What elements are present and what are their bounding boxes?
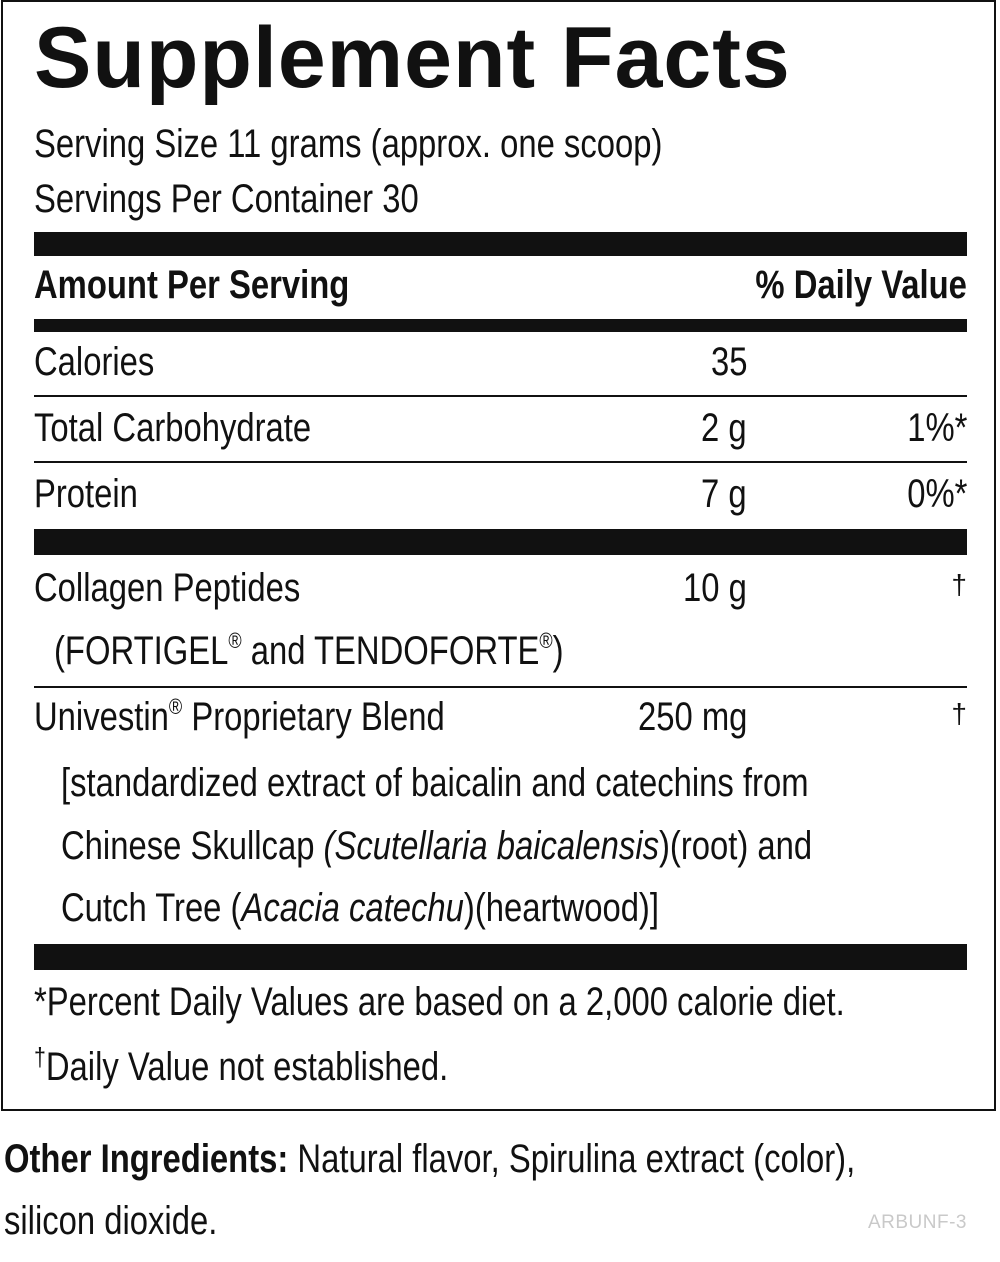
ingredient-dv-univestin: †	[951, 698, 967, 729]
other-ingredients-label: Other Ingredients:	[4, 1137, 289, 1181]
univestin-description-line2: Chinese Skullcap (Scutellaria baicalensis)(root) and	[61, 824, 813, 868]
nutrient-name-protein: Protein	[34, 472, 138, 516]
nutrient-name-calories: Calories	[34, 340, 155, 384]
thick-divider	[34, 232, 967, 256]
nutrient-amount-protein: 7 g	[701, 472, 747, 516]
nutrient-amount-carbohydrate: 2 g	[701, 406, 747, 450]
nutrient-amount-calories: 35	[710, 340, 747, 384]
footnote-percent-daily-value: *Percent Daily Values are based on a 2,000 calorie diet.	[34, 980, 845, 1024]
servings-per-container: Servings Per Container 30	[34, 177, 419, 221]
daily-value-label: % Daily Value	[755, 263, 967, 307]
univestin-description-line1: [standardized extract of baicalin and catechins from	[61, 761, 809, 805]
thick-divider	[34, 529, 967, 555]
medium-divider	[34, 319, 967, 332]
ingredient-name-collagen: Collagen Peptides	[34, 566, 301, 610]
thick-divider	[34, 944, 967, 970]
nutrient-dv-protein: 0%*	[906, 472, 967, 516]
nutrient-name-carbohydrate: Total Carbohydrate	[34, 406, 312, 450]
other-ingredients-line1: Other Ingredients: Natural flavor, Spirulina extract (color),	[4, 1137, 856, 1181]
serving-size: Serving Size 11 grams (approx. one scoop)	[34, 122, 663, 166]
footnote-daily-value-not-established: †Daily Value not established.	[34, 1042, 449, 1089]
ingredient-subtext-collagen: (FORTIGEL® and TENDOFORTE®)	[54, 628, 564, 673]
ingredient-amount-collagen: 10 g	[683, 566, 747, 610]
amount-per-serving-label: Amount Per Serving	[34, 263, 350, 307]
ingredient-dv-collagen: †	[951, 569, 967, 600]
panel-title: Supplement Facts	[34, 10, 791, 106]
other-ingredients-line2: silicon dioxide.	[4, 1199, 218, 1243]
row-divider	[34, 461, 967, 463]
row-divider	[34, 395, 967, 397]
registered-mark: ®	[539, 628, 553, 653]
registered-mark: ®	[228, 628, 242, 653]
registered-mark: ®	[168, 694, 183, 719]
univestin-description-line3: Cutch Tree (Acacia catechu)(heartwood)]	[61, 886, 659, 930]
nutrient-dv-carbohydrate: 1%*	[906, 406, 967, 450]
ingredient-name-univestin: Univestin® Proprietary Blend	[34, 694, 445, 739]
row-divider	[34, 686, 967, 688]
ingredient-amount-univestin: 250 mg	[637, 695, 747, 739]
label-code: ARBUNF-3	[867, 1212, 967, 1233]
